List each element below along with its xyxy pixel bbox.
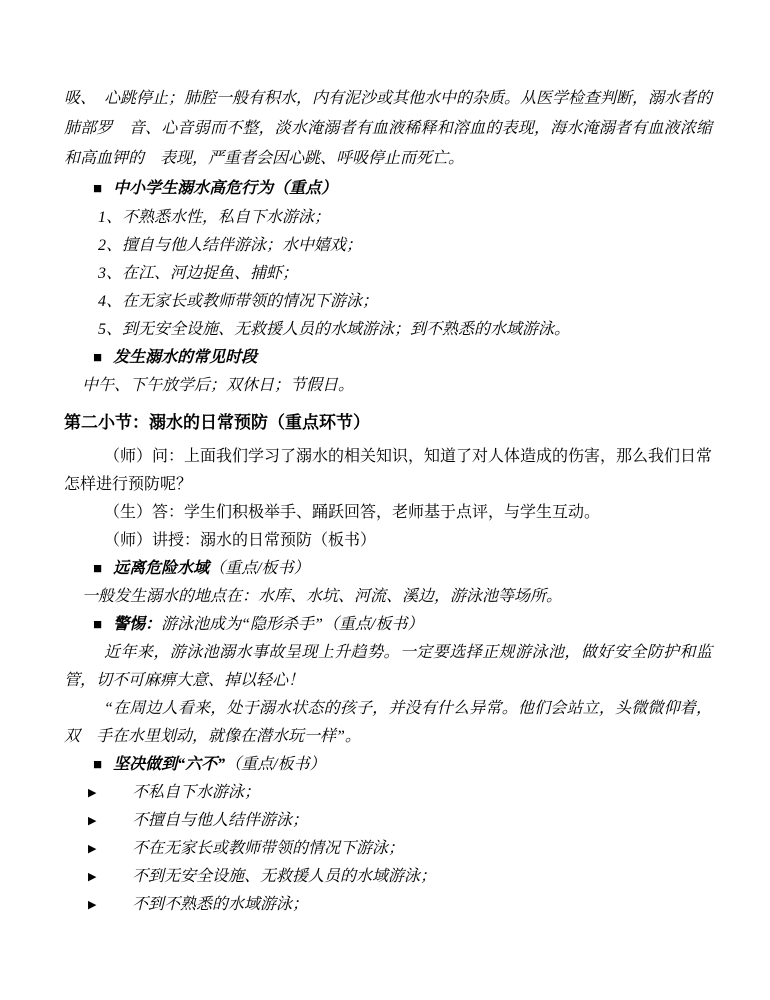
triangle-bullet-icon: ▶ xyxy=(88,899,97,911)
heading-bold-text: 远离危险水域 xyxy=(113,560,210,577)
six-no-item-5 xyxy=(88,891,712,919)
heading-rest-text: （重点/板书） xyxy=(225,756,326,773)
six-no-item-1 xyxy=(88,779,712,807)
paragraph-pool-warning-2: “在周边人看来，处于溺水状态的孩子，并没有什么异常。他们会站立，头微微仰着，双 手在水里划动，就像在潜水玩一样”。 xyxy=(64,700,712,745)
heading-stay-away-dangerous-waters xyxy=(93,555,712,583)
heading-rest-text: 游泳池成为“隐形杀手”（重点/板书） xyxy=(161,616,424,633)
triangle-bullet-icon: ▶ xyxy=(88,815,97,827)
paragraph-student-answer: （生）答：学生们积极举手、踊跃回答，老师基于点评，与学生互动。 xyxy=(104,504,601,521)
six-no-item-2 xyxy=(88,807,712,835)
risk-list-item-5: 5、到无安全设施、无救援人员的水域游泳；到不熟悉的水域游泳。 xyxy=(98,321,571,338)
heading-common-time-slots xyxy=(93,344,712,372)
heading-rest-text: （重点/板书） xyxy=(209,560,310,577)
six-no-item-text: 不在无家长或教师带领的情况下游泳； xyxy=(132,840,405,857)
heading-bold-text: 中小学生溺水高危行为（重点） xyxy=(113,180,338,197)
risk-list-item-2: 2、擅自与他人结伴游泳；水中嬉戏； xyxy=(98,237,363,254)
paragraph-pool-warning-1: 近年来，游泳池溺水事故呈现上升趋势。一定要选择正规游泳池，做好安全防护和监管，切不可麻痹大意、掉以轻心！ xyxy=(64,644,712,689)
paragraph-teacher-lecture: （师）讲授：溺水的日常预防（板书） xyxy=(104,532,377,549)
heading-bold-text: 坚决做到“六不” xyxy=(113,756,226,773)
paragraph-teacher-question: （师）问：上面我们学习了溺水的相关知识，知道了对人体造成的伤害，那么我们日常怎样进行预防呢？ xyxy=(64,448,713,493)
risk-list-item-1: 1、不熟悉水性，私自下水游泳； xyxy=(98,209,331,226)
triangle-bullet-icon: ▶ xyxy=(88,871,97,883)
triangle-bullet-icon: ▶ xyxy=(88,787,97,799)
black-square-icon: ■ xyxy=(93,617,103,633)
heading-high-risk-behaviors xyxy=(93,174,712,204)
six-no-item-text: 不到无安全设施、无救援人员的水域游泳； xyxy=(132,868,437,885)
paragraph-drowning-symptoms: 吸、 心跳停止；肺腔一般有积水，内有泥沙或其他水中的杂质。从医学检查判断，溺水者的肺部罗 音、心音弱而不整，淡水淹溺者有血液稀释和溶血的表现，海水淹溺者有血液浓缩和高血钾的 表现，严重者会因心跳、呼吸停止而死亡。 xyxy=(64,90,713,167)
section-title-daily-prevention: 第二小节：溺水的日常预防（重点环节） xyxy=(64,413,370,432)
heading-bold-text: 发生溺水的常见时段 xyxy=(113,349,258,366)
paragraph-danger-places: 一般发生溺水的地点在：水库、水坑、河流、溪边，游泳池等场所。 xyxy=(82,588,563,605)
six-no-item-text: 不擅自与他人结伴游泳； xyxy=(132,812,309,829)
heading-bold-text: 警惕： xyxy=(113,616,162,633)
heading-pool-vigilance xyxy=(93,611,712,639)
risk-list-item-4: 4、在无家长或教师带领的情况下游泳； xyxy=(98,293,379,310)
risk-list-item-3: 3、在江、河边捉鱼、捕虾； xyxy=(98,265,299,282)
six-no-item-4 xyxy=(88,863,712,891)
black-square-icon: ■ xyxy=(93,350,103,366)
paragraph-time-slots: 中午、下午放学后；双休日；节假日。 xyxy=(82,377,355,394)
heading-six-nos xyxy=(93,751,712,779)
black-square-icon: ■ xyxy=(93,181,103,197)
black-square-icon: ■ xyxy=(93,561,103,577)
black-square-icon: ■ xyxy=(93,757,103,773)
triangle-bullet-icon: ▶ xyxy=(88,843,97,855)
six-no-item-text: 不私自下水游泳； xyxy=(132,784,261,801)
six-no-item-text: 不到不熟悉的水域游泳； xyxy=(132,896,309,913)
six-no-item-3 xyxy=(88,835,712,863)
